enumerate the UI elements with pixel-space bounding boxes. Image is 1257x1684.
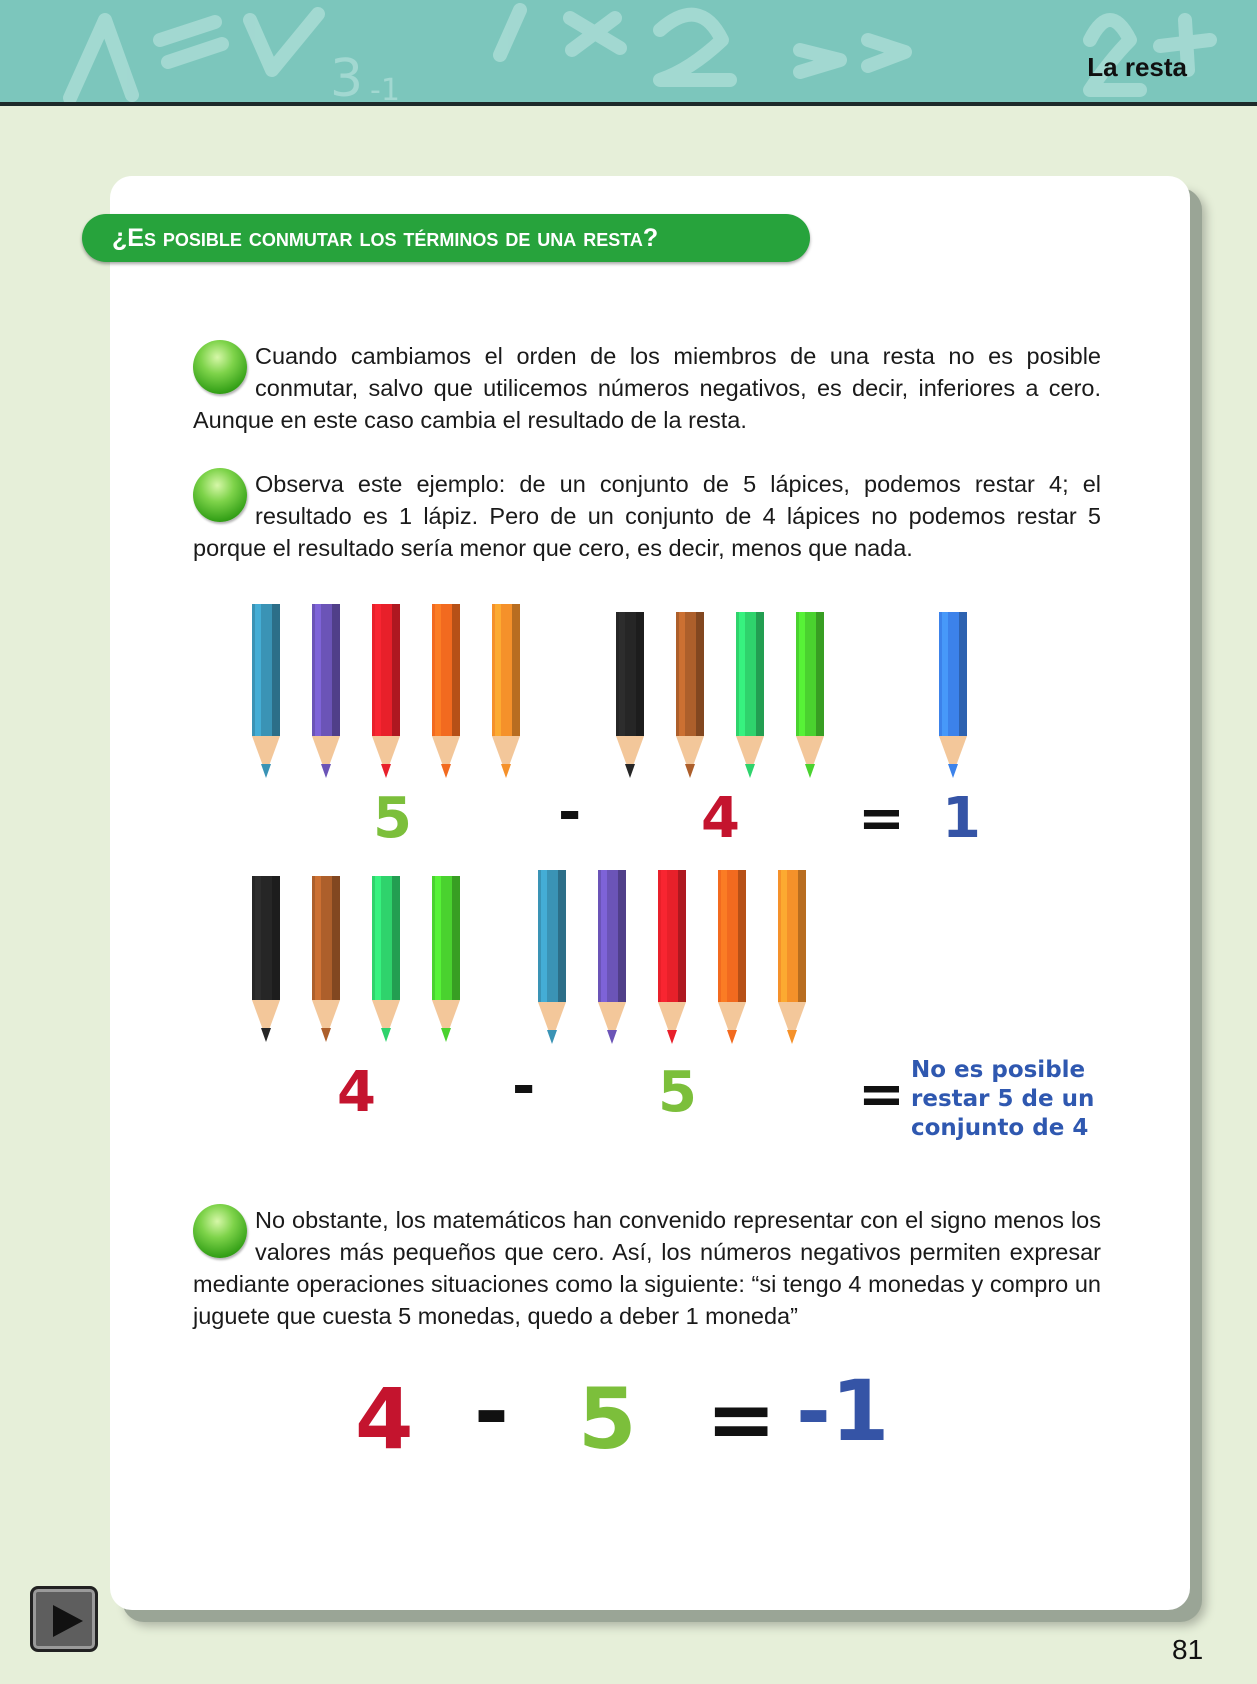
- equation-2-minus-sign: -: [512, 1054, 536, 1119]
- play-button[interactable]: [30, 1586, 98, 1652]
- pencil-purple-icon: [598, 870, 626, 1044]
- pencil-green-icon: [736, 612, 764, 778]
- pencil-orange-icon: [778, 870, 806, 1044]
- pencil-orange-icon: [492, 604, 520, 778]
- pencil-teal-icon: [538, 870, 566, 1044]
- pencil-black-icon: [616, 612, 644, 778]
- page-number: 81: [1172, 1634, 1204, 1665]
- pencil-red-icon: [658, 870, 686, 1044]
- pencil-lime-icon: [432, 876, 460, 1042]
- paragraph-3-text: No obstante, los matemáticos han convenido representar con el signo menos los valores más pequeños que cero. Así, los números negativos permiten expresar mediante operaciones situaciones como la siguiente: “si tengo 4 monedas y compro un juguete que cuesta 5 monedas, quedo a deber 1 moneda”: [193, 1207, 1101, 1329]
- pencil-orange_dark-icon: [718, 870, 746, 1044]
- pencil-purple-icon: [312, 604, 340, 778]
- equation-1-subtrahend: 4: [701, 786, 740, 851]
- equation-3-equals-sign: =: [706, 1370, 777, 1468]
- equation-3-minus-sign: -: [474, 1362, 509, 1460]
- equation-1-minus-sign: -: [558, 780, 582, 845]
- equation-2-subtrahend: 5: [658, 1060, 697, 1125]
- equation-3-minuend: 4: [355, 1370, 414, 1468]
- equation-2-result-note: No es posible restar 5 de un conjunto de 4: [911, 1057, 1095, 1141]
- pencil-black-icon: [252, 876, 280, 1042]
- equation-1-equals-sign: =: [858, 786, 905, 851]
- pencil-lime-icon: [796, 612, 824, 778]
- chapter-title: La resta: [1087, 52, 1187, 82]
- equation-3-result: -1: [796, 1362, 890, 1460]
- section-title: ¿Es posible conmutar los términos de una resta?: [82, 214, 810, 262]
- paragraph-1-text: Cuando cambiamos el orden de los miembros de una resta no es posible conmutar, salvo que utilicemos números negativos, es decir, inferiores a cero. Aunque en este caso cambia el resultado de la resta.: [193, 343, 1101, 433]
- pencil-blue-icon: [939, 612, 967, 778]
- play-icon: [51, 1603, 85, 1639]
- svg-text:-1: -1: [370, 73, 400, 102]
- pencil-teal-icon: [252, 604, 280, 778]
- green-ball-bullet-icon: [193, 1204, 247, 1258]
- pencil-red-icon: [372, 604, 400, 778]
- pencil-brown-icon: [312, 876, 340, 1042]
- svg-text:3: 3: [330, 49, 364, 102]
- equation-1-result: 1: [942, 786, 981, 851]
- pencil-green-icon: [372, 876, 400, 1042]
- equation-3-subtrahend: 5: [578, 1370, 637, 1468]
- pencil-brown-icon: [676, 612, 704, 778]
- pencil-orange_dark-icon: [432, 604, 460, 778]
- equation-1-minuend: 5: [373, 786, 412, 851]
- paragraph-3: [193, 1204, 1101, 1332]
- equation-2-equals-sign: =: [858, 1062, 905, 1127]
- equation-2-minuend: 4: [337, 1060, 376, 1125]
- paragraph-2-text: Observa este ejemplo: de un conjunto de 5 lápices, podemos restar 4; el resultado es 1 lápiz. Pero de un conjunto de 4 lápices no podemos restar 5 porque el resultado sería menor que cero, es decir, menos que nada.: [193, 471, 1101, 561]
